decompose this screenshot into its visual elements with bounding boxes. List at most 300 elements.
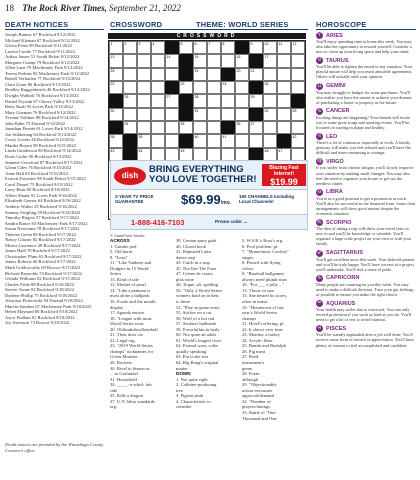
sign-header bbox=[316, 158, 416, 165]
death-notice-item: Nancy Glazier 82 Rockford 9/17/2022 bbox=[5, 237, 76, 243]
horoscope-rule bbox=[316, 29, 416, 30]
clue-line: 37. U.N. labor standards bbox=[110, 398, 155, 404]
horoscope-sign-cancer bbox=[316, 108, 416, 130]
crossword-cell[interactable] bbox=[263, 134, 277, 147]
clue-line: ride bbox=[110, 387, 118, 393]
crossword-cell[interactable] bbox=[221, 41, 235, 54]
clue-number: 36 bbox=[236, 122, 241, 126]
clue-number: 42 bbox=[292, 135, 297, 140]
clue-line: year's World Series bbox=[242, 310, 278, 316]
sign-name: LEO bbox=[326, 133, 338, 140]
death-notice-item: Clara Grant 86 Rockford 9/13/2022 bbox=[5, 81, 71, 87]
clue-line: 38. Certain party garb bbox=[176, 238, 217, 243]
clue-number: 7 bbox=[208, 42, 211, 46]
crossword-cell[interactable] bbox=[193, 121, 207, 134]
crossword-cell[interactable] bbox=[179, 148, 193, 161]
crossword-cell[interactable] bbox=[123, 54, 137, 67]
horoscope-sign-leo bbox=[316, 133, 416, 155]
sign-header bbox=[316, 275, 416, 282]
crossword-cell[interactable] bbox=[263, 81, 277, 94]
crossword-cell[interactable] bbox=[235, 68, 249, 81]
virgo-icon: ♍ bbox=[317, 158, 322, 165]
sign-text: Many people are counting on you this week. You may need to make a difficult decision. Trust your gut feelings, or possible to ensure you make the right choice. bbox=[316, 281, 415, 297]
sign-header bbox=[316, 219, 416, 226]
crossword-cell[interactable] bbox=[277, 94, 291, 107]
crossword-cell[interactable] bbox=[123, 41, 137, 54]
clue-line: plus wine bbox=[176, 276, 194, 282]
crossword-cell[interactable] bbox=[165, 121, 179, 134]
clue-line: 21. Hotel's offering, pl. bbox=[242, 321, 285, 327]
ad-headline: BRING EVERYTHING YOU LOVE TOGETHER! bbox=[149, 164, 257, 185]
crossword-theme: THEME: WORLD SERIES bbox=[196, 20, 289, 29]
horoscope-list bbox=[316, 32, 416, 351]
sign-text: There's a lot of confusion, especially at work. A family getaway will make you feel relaxed and you'll have the difficult and time-consuming to arrange. bbox=[316, 140, 411, 156]
clue-line: 5. Old horse bbox=[110, 249, 133, 255]
crossword-cell[interactable] bbox=[207, 81, 221, 94]
crossword-cell[interactable] bbox=[291, 68, 305, 81]
crossword-block bbox=[123, 134, 137, 147]
death-notice-item: Helen Maynard 86 Rockford 9/18/2022 bbox=[5, 309, 78, 315]
crossword-cell[interactable] bbox=[207, 54, 221, 67]
crossword-cell[interactable] bbox=[179, 81, 193, 94]
crossword-block bbox=[249, 54, 263, 67]
clue-line: 26. Pig meat bbox=[242, 348, 266, 354]
clue-line: 11. "Like Yankees and bbox=[110, 260, 152, 266]
death-notice-item: Jonathan Pinette 61 Loves Park 9/14/2022 bbox=[5, 126, 83, 132]
death-notice-item: Betty Rush 95 Loves Park 9/13/2022 bbox=[5, 104, 74, 110]
sign-header bbox=[316, 57, 416, 64]
sign-name: VIRGO bbox=[326, 158, 344, 165]
crossword-cell[interactable] bbox=[235, 108, 249, 121]
crossword-cell[interactable] bbox=[165, 108, 179, 121]
death-notice-item: Doris Catlin 96 Rockford 9/15/2022 bbox=[5, 154, 72, 160]
crossword-cell[interactable] bbox=[165, 94, 179, 107]
sign-text: The idea of taking a trip will show your travel fears to new to and you'll be knowledge or valuable. You'll organize a large scale project on your own or with your family. bbox=[316, 226, 412, 247]
sign-header bbox=[316, 189, 416, 196]
crossword-cell[interactable] bbox=[291, 54, 305, 67]
death-notice-item: Margaret Cramp 79 Rockford 9/12/2022 bbox=[5, 59, 80, 65]
offer-price-value: $69.99 bbox=[181, 192, 221, 207]
clue-line: champs" nicknames for bbox=[110, 348, 154, 354]
horoscope-sign-virgo bbox=[316, 158, 416, 185]
crossword-block bbox=[221, 121, 235, 134]
horoscope-sign-capricorn bbox=[316, 275, 416, 297]
crossword-block bbox=[221, 68, 235, 81]
crossword-cell[interactable] bbox=[137, 134, 151, 147]
death-notice-item: Steven Tonne 82 Rockford 9/18/2022 bbox=[5, 287, 75, 293]
clue-line: 4. Characteristic to bbox=[176, 398, 211, 404]
aries-icon: ♈ bbox=[317, 32, 322, 38]
clue-line: World Series wins bbox=[110, 321, 144, 327]
crossword-cell[interactable] bbox=[151, 148, 165, 161]
clue-line: 62. Formal wear, colla- bbox=[176, 343, 219, 349]
clue-line: most alone a ballpark bbox=[110, 293, 150, 299]
crossword-cell[interactable] bbox=[207, 121, 221, 134]
crossword-block bbox=[123, 148, 137, 161]
crossword-cell[interactable] bbox=[235, 134, 249, 147]
crossword-cell[interactable] bbox=[193, 41, 207, 54]
crossword-cell[interactable] bbox=[291, 134, 305, 147]
clue-number: 16 bbox=[236, 55, 241, 60]
crossword-block bbox=[165, 81, 179, 94]
crossword-cell[interactable] bbox=[263, 108, 277, 121]
crossword-cell[interactable] bbox=[207, 68, 221, 81]
crossword-cell[interactable] bbox=[137, 81, 151, 94]
crossword-cell[interactable] bbox=[277, 121, 291, 134]
sign-name: ARIES bbox=[326, 32, 343, 39]
crossword-cell[interactable] bbox=[291, 41, 305, 54]
ad-phone-number[interactable]: 1-888-416-7103 bbox=[131, 218, 185, 227]
crossword-cell[interactable] bbox=[207, 94, 221, 107]
crossword-cell[interactable] bbox=[291, 121, 305, 134]
sign-name: CANCER bbox=[326, 108, 350, 115]
crossword-cell[interactable] bbox=[277, 54, 291, 67]
crossword-cell[interactable] bbox=[137, 41, 151, 54]
death-notice-item: Mosiri Lawrence 48 Rockford 9/17/2022 bbox=[5, 242, 81, 248]
clue-line: 33. Battle of "One bbox=[242, 409, 276, 415]
crossword-cell[interactable] bbox=[263, 94, 277, 107]
death-notices-title: DEATH NOTICES bbox=[5, 20, 69, 29]
crossword-cell[interactable] bbox=[235, 94, 249, 107]
sign-name: GEMINI bbox=[326, 83, 346, 90]
crossword-cell[interactable] bbox=[221, 94, 235, 107]
sign-header bbox=[316, 108, 416, 115]
crossword-cell[interactable] bbox=[193, 134, 207, 147]
death-notice-item: Joyce Pudlam 81 Rockford 9/18/2022 bbox=[5, 314, 75, 320]
crossword-cell[interactable] bbox=[207, 108, 221, 121]
crossword-cell[interactable] bbox=[207, 134, 221, 147]
clue-line: display bbox=[110, 304, 124, 310]
sign-header bbox=[316, 300, 416, 307]
sign-text: You're in a good position to get a promotion at work. You'll also be successful in the financial front. Some clear arrangements will show good returns despite the economic situation. bbox=[316, 195, 416, 217]
crossword-cell[interactable] bbox=[235, 54, 249, 67]
clue-line: 16. Foods and the mouth bbox=[110, 299, 156, 305]
clue-line: 12. Mother of pearl bbox=[110, 282, 146, 288]
clue-line: 64. Big Bang's original bbox=[176, 360, 219, 366]
libra-icon: ♎ bbox=[317, 188, 322, 195]
crossword-cell[interactable] bbox=[151, 121, 165, 134]
sign-header bbox=[316, 83, 416, 90]
cancer-icon: ♋ bbox=[317, 107, 322, 114]
crossword-cell[interactable] bbox=[165, 148, 179, 161]
crossword-cell[interactable] bbox=[109, 68, 123, 81]
clue-number: 27 bbox=[166, 95, 171, 100]
death-notice-item: Linda Gunderson 80 Rockford 9/14/2022 bbox=[5, 148, 82, 154]
channel-count: 190 CHANNELS Including Local Channels! bbox=[239, 194, 295, 204]
crossword-block bbox=[249, 108, 263, 121]
crossword-cell[interactable] bbox=[109, 54, 123, 67]
crossword-cell[interactable] bbox=[193, 54, 207, 67]
clue-line: 24. Acrylic fiber bbox=[242, 337, 273, 343]
clue-number: 28 bbox=[194, 95, 199, 100]
clue-line: 9. "Baseball ballgames bbox=[242, 271, 285, 277]
clue-line: 7. "Momentous Cowboy" bbox=[242, 249, 290, 255]
horoscope-sign-pisces bbox=[316, 325, 416, 347]
crossword-cell[interactable] bbox=[277, 81, 291, 94]
horoscope-sign-gemini bbox=[316, 83, 416, 105]
clue-number: 8 bbox=[222, 42, 225, 46]
clue-line: 28. Poetic bbox=[242, 371, 261, 377]
crossword-cell[interactable] bbox=[179, 121, 193, 134]
clue-line: 60. Not quite an adult bbox=[176, 332, 216, 338]
crossword-block bbox=[179, 54, 193, 67]
clue-line: tree bbox=[176, 387, 183, 393]
sign-name: CAPRICORN bbox=[326, 275, 360, 282]
crossword-cell[interactable] bbox=[221, 81, 235, 94]
crossword-cell[interactable] bbox=[277, 68, 291, 81]
clue-line: org. bbox=[110, 404, 118, 410]
crossword-cell[interactable] bbox=[277, 108, 291, 121]
crossword-cell[interactable] bbox=[179, 41, 193, 54]
clue-number: 21 bbox=[250, 68, 255, 73]
crossword-cell[interactable] bbox=[249, 134, 263, 147]
clue-number: 34 bbox=[124, 122, 129, 126]
crossword-cell[interactable] bbox=[123, 68, 137, 81]
crossword-cell[interactable] bbox=[137, 68, 151, 81]
sagittarius-icon: ♐ bbox=[317, 249, 322, 256]
crossword-block bbox=[109, 94, 123, 107]
crossword-cell[interactable] bbox=[109, 134, 123, 147]
crossword-cell[interactable] bbox=[165, 134, 179, 147]
paper-name: The Rock River Times, bbox=[22, 3, 107, 13]
sign-name: TAURUS bbox=[326, 57, 349, 64]
death-notice-item: Andrew Walter 25 Rockford 9/16/2022 bbox=[5, 203, 78, 209]
clue-line: 45. Not like The Fonz bbox=[176, 265, 217, 271]
crossword-cell[interactable] bbox=[109, 81, 123, 94]
sign-header bbox=[316, 250, 416, 257]
clue-line: DOWN bbox=[176, 371, 191, 377]
crossword-cell[interactable] bbox=[235, 81, 249, 94]
clue-number: 30 bbox=[110, 108, 115, 113]
clue-number: 26 bbox=[124, 95, 129, 100]
crossword-cell[interactable] bbox=[249, 94, 263, 107]
clue-number: 33 bbox=[292, 108, 297, 113]
clue-line: 57. Seafarer hallmode bbox=[176, 321, 217, 327]
clue-line: 2. Caffeine-producing bbox=[176, 382, 217, 388]
crossword-cell[interactable] bbox=[123, 121, 137, 134]
crossword-cell[interactable] bbox=[249, 68, 263, 81]
clue-line: dance step bbox=[176, 254, 196, 260]
clue-number: 4 bbox=[152, 42, 155, 46]
clue-number: 17 bbox=[264, 55, 269, 60]
clue-number: 25 bbox=[264, 82, 269, 86]
clue-line: 61. World's longest river bbox=[176, 337, 222, 343]
horoscope-title: HOROSCOPE bbox=[316, 20, 367, 29]
crossword-cell[interactable] bbox=[207, 148, 221, 161]
death-notice-item: Yvonne Vollmer 88 Rockford 9/14/2022 bbox=[5, 115, 79, 121]
clue-line: 8. "Lean" bbox=[110, 254, 128, 260]
crossword-cell[interactable] bbox=[151, 134, 165, 147]
death-notice-item: Allen Lane 70 Machesney Park 9/12/2022 bbox=[5, 65, 83, 71]
clue-line: Thousand and One bbox=[242, 415, 277, 421]
clue-number: 19 bbox=[194, 68, 199, 73]
crossword-cell[interactable] bbox=[221, 108, 235, 121]
death-notice-item: Sandra Rance 83 Machesney Park 9/17/2022 bbox=[5, 220, 88, 226]
crossword-cell[interactable] bbox=[151, 81, 165, 94]
crossword-block bbox=[249, 148, 263, 161]
crossword-cell[interactable] bbox=[291, 108, 305, 121]
clue-number: 35 bbox=[180, 122, 185, 126]
crossword-cell[interactable] bbox=[137, 94, 151, 107]
clue-number: 9 bbox=[250, 42, 253, 46]
crossword-cell[interactable] bbox=[221, 134, 235, 147]
clue-line: 13. Kind of tale bbox=[110, 276, 139, 282]
dish-logo: dish bbox=[114, 167, 146, 185]
crossword-cell[interactable] bbox=[137, 54, 151, 67]
crossword-title: CROSSWORD bbox=[110, 20, 163, 29]
clue-line: 18. "League with most bbox=[110, 315, 152, 321]
crossword-cell[interactable] bbox=[291, 148, 305, 161]
death-notice-item: Gloria Perez 89 Rockford 9/11/2022 bbox=[5, 43, 72, 49]
clue-line: ... to Garfunkel bbox=[110, 371, 138, 377]
crossword-cell[interactable] bbox=[151, 54, 165, 67]
crossword-banner: CROSSWORD bbox=[108, 33, 306, 39]
clue-number: 46 bbox=[264, 148, 269, 153]
clue-line: 34. _____-a-whirl: fair bbox=[110, 382, 152, 388]
crossword-cell[interactable] bbox=[277, 148, 291, 161]
crossword-cell[interactable] bbox=[263, 68, 277, 81]
death-notice-item: Lucien Casale 77 Rockford 9/11/2022 bbox=[5, 48, 75, 54]
death-notice-item: Michael Kleinau 67 Rockford 9/12/2022 bbox=[5, 37, 80, 43]
death-notice-item: Anne Hall 65 Rockford 9/15/2022 bbox=[5, 170, 69, 176]
crossword-cell[interactable] bbox=[151, 68, 165, 81]
death-notices-list bbox=[5, 32, 104, 326]
crossword-block bbox=[249, 81, 263, 94]
sign-text: You'll get excellent news this week. Your beloved partner and you'll be truly happy. You'll have success at a project you'll undertake. You'll feel a sense of pride. bbox=[316, 256, 415, 272]
clue-line: 3. Pigeon peak bbox=[176, 393, 204, 399]
crossword-cell[interactable] bbox=[123, 108, 137, 121]
clue-line: champs bbox=[242, 315, 257, 321]
scorpio-icon: ♏ bbox=[317, 219, 322, 226]
death-notice-item: Corey Lovins 26 Rockford 9/14/2022 bbox=[5, 137, 75, 143]
death-notice-item: Darlene Phillip 75 Rockford 9/18/2022 bbox=[5, 292, 77, 298]
crossword-cell[interactable] bbox=[123, 94, 137, 107]
crossword-cell[interactable] bbox=[109, 41, 123, 54]
sign-header bbox=[316, 32, 416, 39]
clue-line: 31. Household bbox=[110, 376, 137, 382]
clue-line: 47. Crème de cassis bbox=[176, 271, 213, 277]
clue-number: 29 bbox=[250, 95, 255, 100]
crossword-cell[interactable] bbox=[263, 148, 277, 161]
crossword-cell[interactable] bbox=[249, 121, 263, 134]
crossword-cell[interactable] bbox=[207, 41, 221, 54]
clue-number: 39 bbox=[138, 135, 143, 140]
death-notice-item: Glenn Giles 76 Rockford 9/15/2022 bbox=[5, 165, 72, 171]
crossword-cell[interactable] bbox=[193, 94, 207, 107]
clue-line: ACROSS bbox=[110, 238, 130, 243]
clue-line: 15. She bested its stores, bbox=[242, 293, 288, 299]
clue-number: 13 bbox=[110, 55, 115, 60]
taurus-icon: ♉ bbox=[317, 57, 322, 64]
clue-line: 1. Gumbo pod bbox=[110, 243, 137, 249]
clue-line: 50. "Only 2 World Series bbox=[176, 287, 223, 293]
crossword-block bbox=[179, 108, 193, 121]
crossword-cell[interactable] bbox=[109, 148, 123, 161]
crossword-cell[interactable] bbox=[137, 148, 151, 161]
crossword-cell[interactable] bbox=[263, 41, 277, 54]
clue-number: 41 bbox=[222, 135, 227, 140]
sign-text: You may struggle to budget for some purchases. You'll also realize you have the means to achieve your dreams of purchasing a house or property in the future. bbox=[316, 89, 412, 105]
clue-line: 19. "Hometown of last bbox=[242, 304, 284, 310]
crossword-cell[interactable] bbox=[151, 108, 165, 121]
clue-line: 55. Sticker on a car bbox=[176, 310, 212, 316]
clue-number: 37 bbox=[250, 122, 255, 126]
death-notice-item: Dwight Walbrik 76 Rockford 9/13/2022 bbox=[5, 93, 79, 99]
clue-line: 8. Passed with flying bbox=[242, 260, 281, 266]
crossword-cell[interactable] bbox=[123, 81, 137, 94]
crossword-cell[interactable] bbox=[137, 121, 151, 134]
crossword-cell[interactable] bbox=[221, 54, 235, 67]
crossword-cell[interactable] bbox=[193, 108, 207, 121]
crossword-cell[interactable] bbox=[263, 121, 277, 134]
crossword-cell[interactable] bbox=[263, 54, 277, 67]
crossword-cell[interactable] bbox=[249, 41, 263, 54]
clue-line: consider bbox=[176, 404, 192, 410]
death-notice-item: James Roberts 66 Rockford 9/17/2022 bbox=[5, 259, 76, 265]
death-notice-item: Carol Dassel 75 Rockford 9/15/2022 bbox=[5, 181, 73, 187]
clue-line: 35. Kills a dragon bbox=[110, 393, 143, 399]
death-notice-item: Joy Swenson 73 Roscoe 9/18/2022 bbox=[5, 320, 70, 326]
clue-line: 5. W.S.B.'s Ross's org. bbox=[242, 238, 284, 243]
sign-name: AQUARIUS bbox=[326, 300, 356, 307]
death-notice-item: Christopher Plum 63 Rockford 9/17/2022 bbox=[5, 253, 82, 259]
crossword-cell[interactable] bbox=[235, 121, 249, 134]
sign-text: You'll be able to lighten the mood in any situation. Your playful nature will help you reach amicable agreements. Others will actually seek your opinion. bbox=[316, 64, 413, 80]
death-notice-item: Aloysius Piotrowski 94 Durand 9/18/2022 bbox=[5, 298, 83, 304]
clue-line: 17. Agenda entries bbox=[110, 310, 145, 316]
crossword-cell[interactable] bbox=[235, 148, 249, 161]
page-number: 18 bbox=[5, 3, 14, 13]
crossword-cell[interactable] bbox=[193, 81, 207, 94]
sign-name: LIBRA bbox=[326, 189, 343, 196]
death-notice-item: John Rahn 75 Durand 9/14/2022 bbox=[5, 120, 65, 126]
horoscope-sign-aries bbox=[316, 32, 416, 54]
crossword-cell[interactable] bbox=[151, 94, 165, 107]
crossword-cell[interactable] bbox=[165, 54, 179, 67]
clue-line: winners hard on tickets bbox=[176, 293, 219, 299]
crossword-block bbox=[277, 134, 291, 147]
death-notice-item: Joann Hadl 78 Rockford 9/17/2022 bbox=[5, 248, 70, 254]
clue-number: 32 bbox=[264, 108, 269, 113]
crossword-cell[interactable] bbox=[291, 81, 305, 94]
clue-number: 12 bbox=[292, 42, 297, 46]
crossword-cell[interactable] bbox=[193, 148, 207, 161]
sign-text: Your health may suffer due to overwork. You can only exceed profession if you work as hard as you do. You'll need to get a lot of rest to avoid burnout. bbox=[316, 307, 412, 323]
clue-number: 1 bbox=[110, 42, 113, 46]
media-credit: © StatePoint Media bbox=[110, 233, 145, 238]
horoscope-sign-libra bbox=[316, 189, 416, 216]
clue-number: 11 bbox=[278, 42, 283, 46]
sign-text: You'll enjoy spending time at home this week. You may also take the opportunity to reward yourself. Consider a new to clean up your living space and help your mind. bbox=[316, 39, 412, 55]
clue-line: 40. Closed book bbox=[176, 243, 206, 249]
clue-line: 30. Rival to Simon as bbox=[110, 365, 150, 371]
crossword-cell[interactable] bbox=[109, 108, 123, 121]
crossword-cell[interactable] bbox=[277, 41, 291, 54]
crossword-cell[interactable] bbox=[137, 108, 151, 121]
death-notice-item: Martha Bryant 98 Rockford 9/15/2022 bbox=[5, 142, 76, 148]
clue-line: 20. Oldtimbobvolbaseball bbox=[110, 326, 158, 332]
clue-number: 44 bbox=[138, 148, 143, 153]
clue-number: 10 bbox=[264, 42, 269, 46]
crossword-cell[interactable] bbox=[193, 68, 207, 81]
ad-offer-strip bbox=[111, 189, 307, 215]
crossword-rule bbox=[110, 29, 308, 30]
crossword-cell[interactable] bbox=[151, 41, 165, 54]
clue-line: often in music bbox=[242, 299, 269, 305]
crossword-cell[interactable] bbox=[221, 148, 235, 161]
crossword-cell[interactable] bbox=[165, 68, 179, 81]
dish-advertisement[interactable] bbox=[110, 160, 308, 230]
